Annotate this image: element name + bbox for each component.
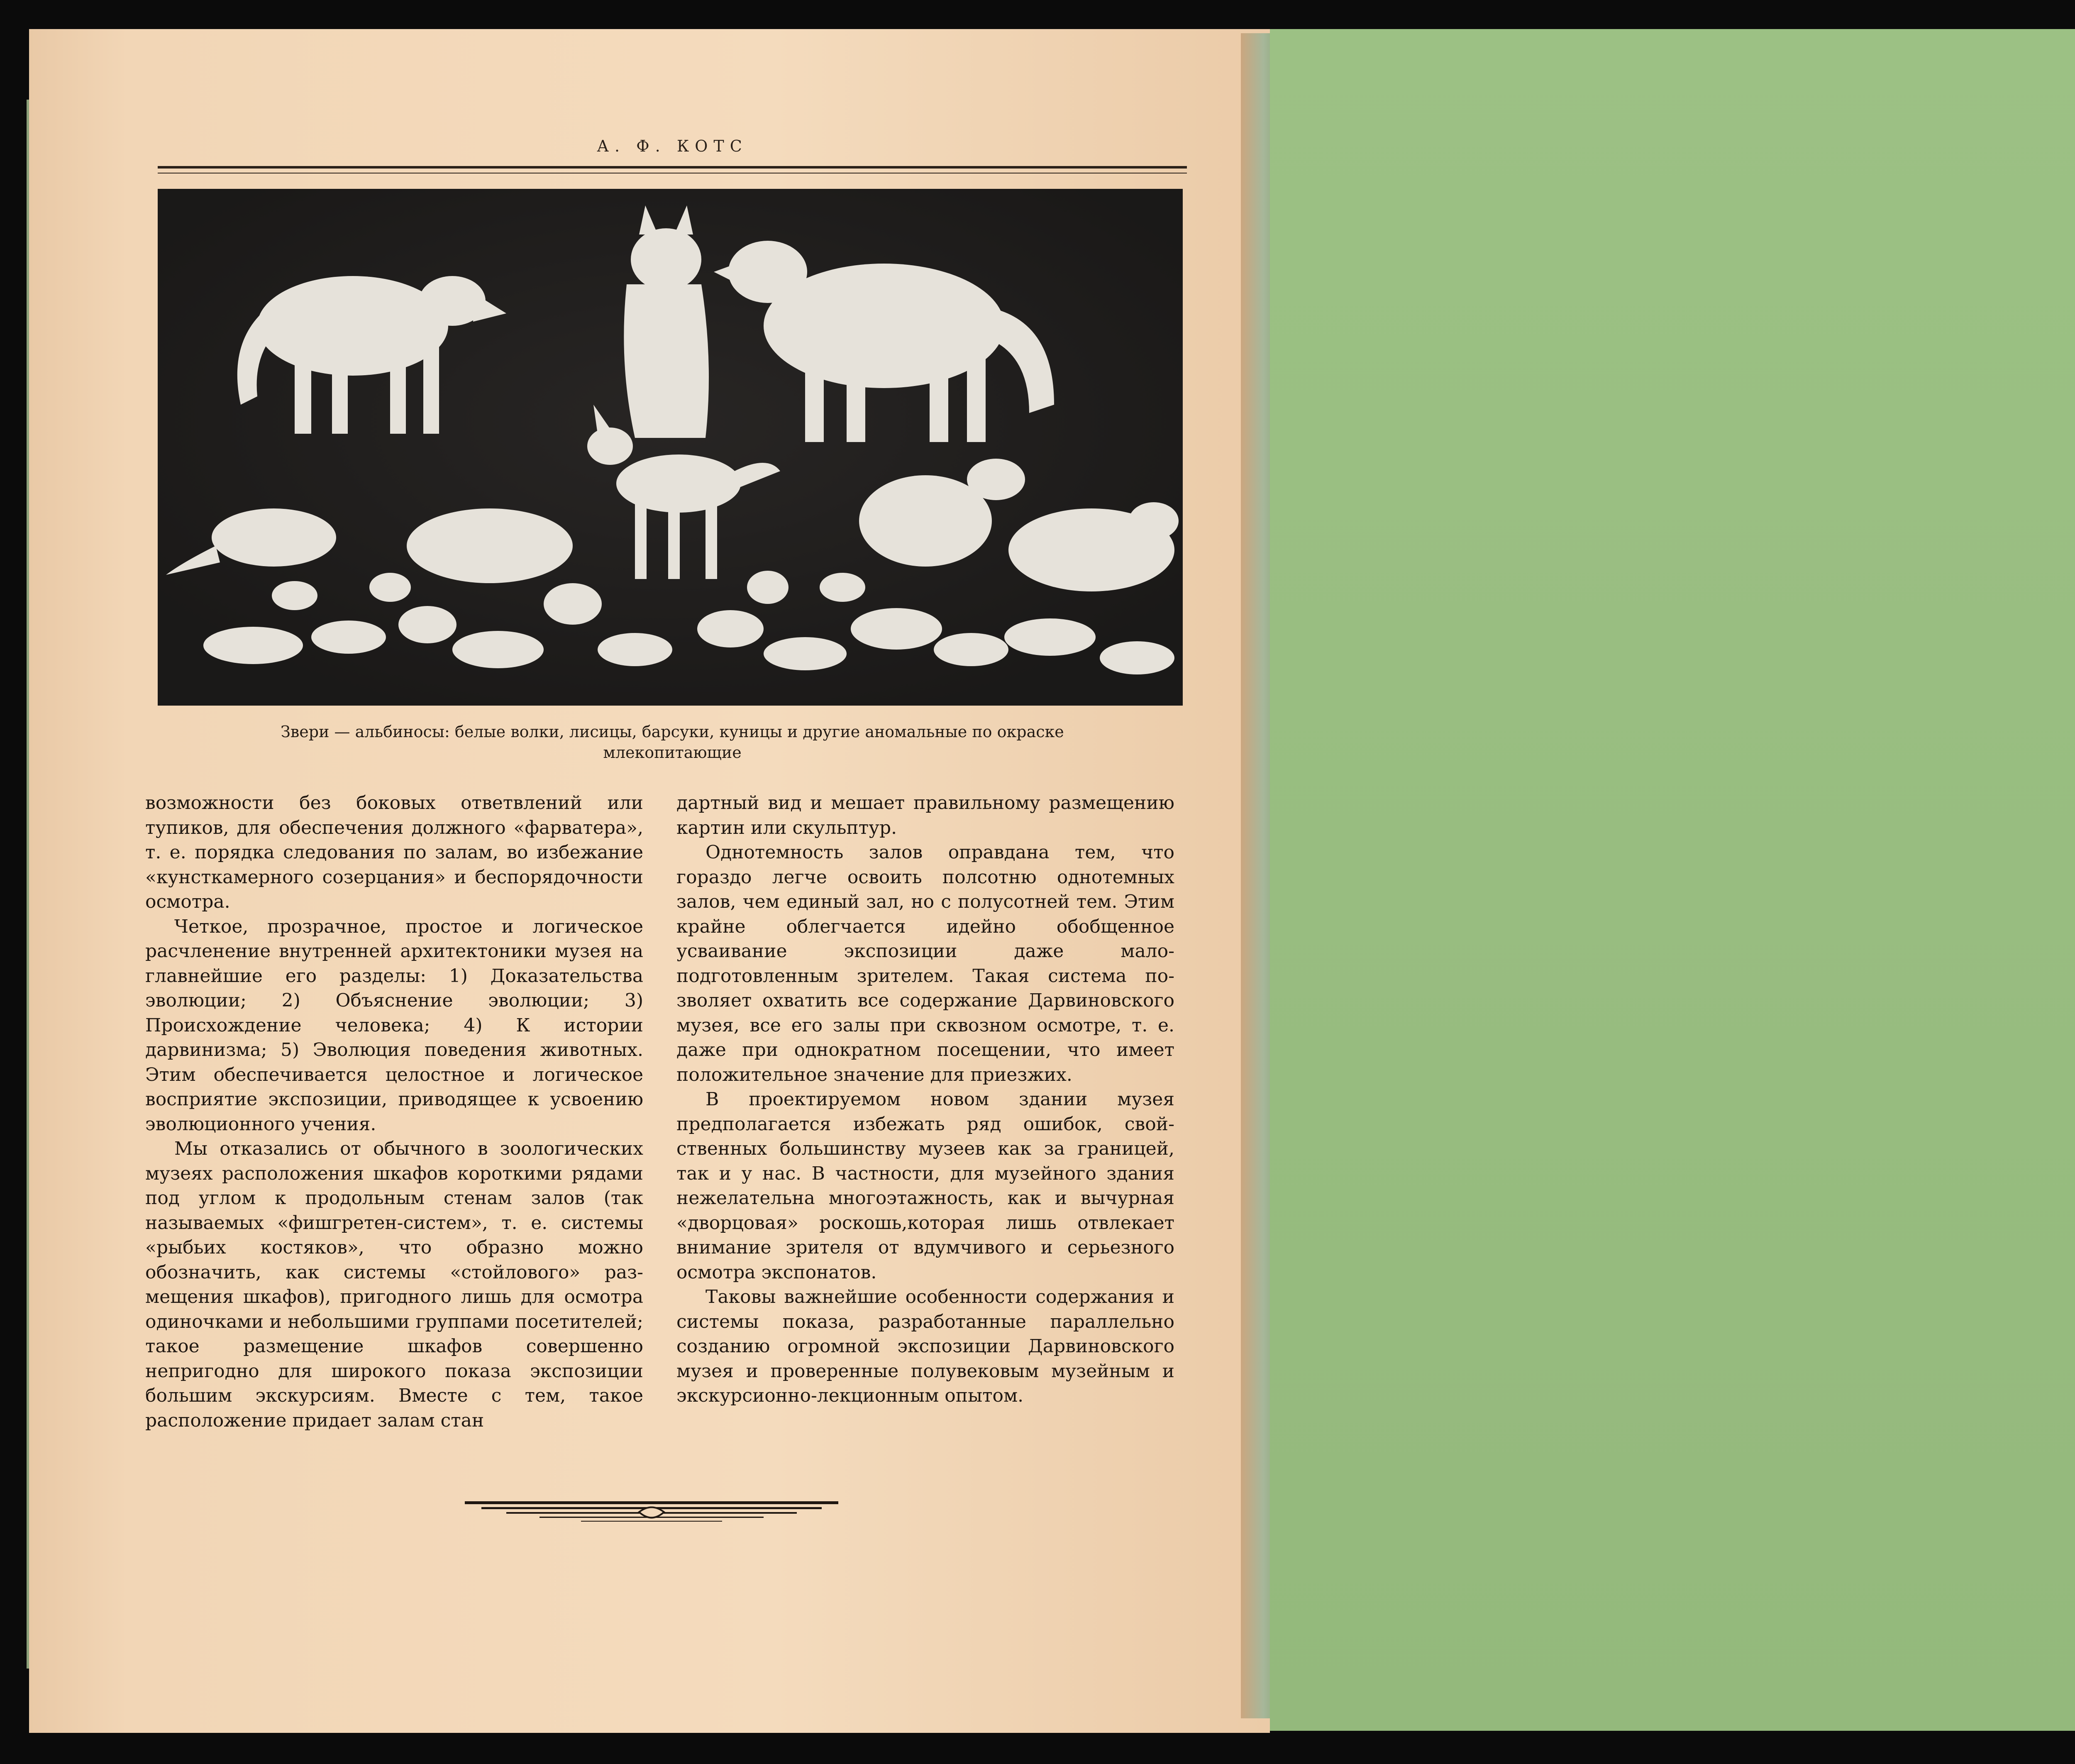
header-rule [158,166,1187,169]
albino-animals-photo [158,189,1183,706]
caption-line-2: млекопитающие [603,743,742,762]
paragraph: возможности без боковых ответвлений или тупиков, для обеспечения должного «фарватера», т. е. порядка следования по залам, во избежание «кунсткамерного созерцания» и беспорядочности осмотра. [145,792,643,912]
paragraph: Таковы важнейшие особенности содержания и системы показа, разработанные параллельно созданию огромной экспозиции Дарвиновского музея и проверенные полувековым музейным и экскурсионно-лекционным опытом. [676,1286,1174,1406]
text-column-right [676,791,1174,1408]
paragraph: дартный вид и мешает правильному размещению картин или скульптур. [676,792,1174,838]
text-column-left [145,791,643,1433]
caption-line-1: Звери — альбиносы: белые волки, лисицы, барсуки, куницы и другие аномальные по окраске [281,723,1064,741]
figure-caption [166,721,1179,763]
paragraph: В проектируемом новом здании музея предполагается избежать ряд ошибок, свойственных большинству музеев как за границей, так и у нас. В частности, для музейного здания нежелательна многоэтажность, как и вычурная «дворцовая» роскошь,которая лишь отвлекает внимание зрителя от вдумчивого и серьезного осмотра экспонатов. [676,1089,1174,1283]
running-head: А. Ф. КОТС [597,137,748,155]
paragraph: Мы отказались от обычного в зоологических музеях расположения шкафов короткими рядами под углом к продольным стенам залов (так называемых «фишгретен-систем», т. е. системы «рыбьих костяков», что образно можно обозначить, как системы «стойлового» размещения шкафов), пригодного лишь для осмотра одиночками и небольшими группами посетителей; такое размещение шкафов совершенно непригодно для широкого показа экспозиции большим экскурсиям. Вместе с тем, такое расположение придает залам стан [145,1138,643,1431]
ornament-divider-icon [465,1500,838,1527]
paragraph: Четкое, прозрачное, простое и логическое расчленение внутренней архитектоники музея на главнейшие его разделы: 1) Доказательства эволюции; 2) Объяснение эволюции; 3) Происхождение человека; 4) К истории дарвинизма; 5) Эволюция поведения животных. Этим обеспечивается целостное и логическое восприятие экспозиции, приводящее к усвоению эволюционного учения. [145,916,643,1135]
paragraph: Однотемность залов оправдана тем, что гораздо легче освоить полсотню однотемных залов, чем единый зал, но с полусотней тем. Этим крайне облегчается идейно обобщенное усваивание экспозиции даже малоподготовленным зрителем. Такая система позволяет охватить все содержание Дарвиновского музея, все его залы при сквозном осмотре, т. е. даже при однократном посещении, что имеет положительное значение для приезжих. [676,842,1174,1085]
right-page-green-cover [1270,29,2075,1731]
